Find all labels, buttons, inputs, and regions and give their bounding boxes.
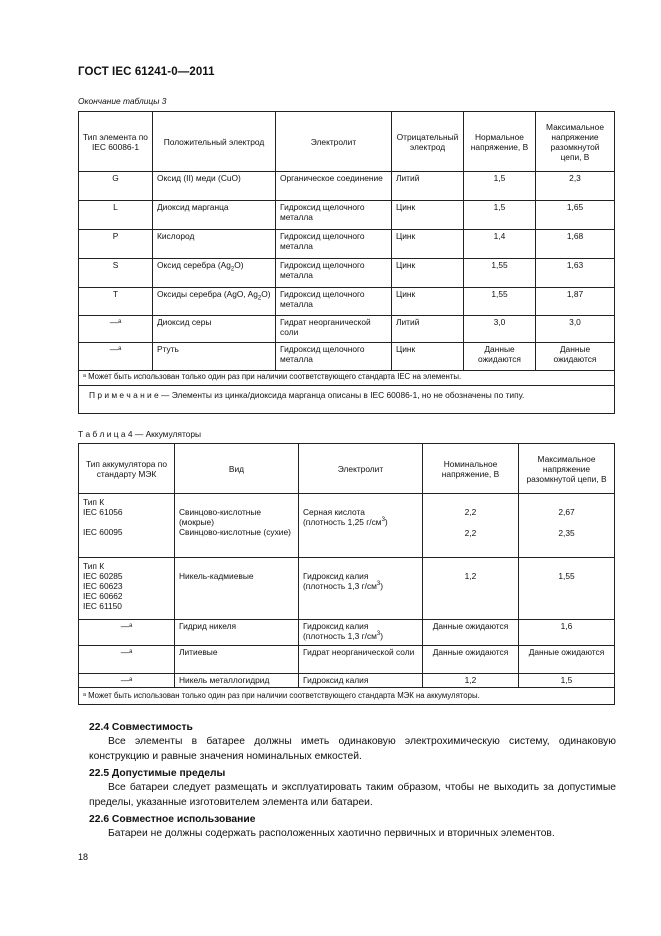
table3-header-positive: Положительный электрод <box>153 112 276 172</box>
cell-type: T <box>79 288 153 316</box>
page-number: 18 <box>78 852 89 862</box>
superscript: 3 <box>376 581 381 588</box>
cell-max <box>519 494 615 558</box>
cell-negative: Литий <box>392 172 464 201</box>
section-heading: 22.5 Допустимые пределы <box>89 768 226 779</box>
subscript: 2 <box>230 266 235 273</box>
cell-kind: Литиевые <box>175 646 299 674</box>
table4-footnote: ᵃ Может быть использован только один раз при наличии соответствующего стандарта МЭК на аккумуляторы. <box>79 688 615 705</box>
table4-header-electrolyte: Электролит <box>299 444 423 494</box>
cell-type: G <box>79 172 153 201</box>
cell-negative: Литий <box>392 316 464 343</box>
spacer <box>523 517 610 528</box>
cell-type: —ᵃ <box>79 316 153 343</box>
nominal-b: 2,2 <box>464 528 477 538</box>
cell-kind: Никель металлогидрид <box>175 674 299 688</box>
cell-max: Данные ожидаются <box>519 646 615 674</box>
cell-electrolyte: Гидрат неорганической соли <box>276 316 392 343</box>
cell-nominal: 1,4 <box>464 230 536 259</box>
cell-max: 3,0 <box>536 316 615 343</box>
cell-nominal: 1,55 <box>464 259 536 288</box>
section-limits <box>89 767 616 810</box>
cell-electrolyte: Гидроксид щелочного металла <box>276 259 392 288</box>
section-compatibility <box>89 721 616 764</box>
kind-b: Свинцово-кислотные (сухие) <box>179 527 291 537</box>
cell-nominal: Данные ожидаются <box>423 620 519 646</box>
cell-max: 1,5 <box>519 674 615 688</box>
table4-header-kind: Вид <box>175 444 299 494</box>
type-line: IEC 61150 <box>83 601 122 611</box>
cell-type: —ᵃ <box>79 620 175 646</box>
superscript: 3 <box>376 631 381 638</box>
document-header: ГОСТ IEC 61241-0—2011 <box>78 66 215 78</box>
type-line: IEC 60623 <box>83 581 123 591</box>
type-line: IEC 60285 <box>83 571 123 581</box>
cell-nominal: 1,55 <box>464 288 536 316</box>
electrolyte-a: Гидроксид калия <box>303 571 369 581</box>
table4-footnote-row <box>79 688 615 705</box>
cell-nominal: 1,2 <box>423 558 519 620</box>
spacer <box>427 517 514 528</box>
text-part: ) <box>380 631 384 641</box>
cell-kind: Гидрид никеля <box>175 620 299 646</box>
cell-electrolyte: Гидроксид калия <box>299 674 423 688</box>
type-line: Тип К <box>83 561 105 571</box>
table-row <box>79 316 615 343</box>
section-joint-use <box>89 813 616 842</box>
table3-header-nominal: Нормальное напряжение, В <box>464 112 536 172</box>
cell-positive: Диоксид серы <box>153 316 276 343</box>
cell-electrolyte: Гидроксид щелочного металла <box>276 343 392 371</box>
cell-positive: Диоксид марганца <box>153 201 276 230</box>
max-a: 2,67 <box>558 507 575 517</box>
table3-header-type: Тип элемента по IEC 60086-1 <box>79 112 153 172</box>
cell-max: 1,63 <box>536 259 615 288</box>
cell-nominal <box>423 494 519 558</box>
text-part: ) <box>380 581 384 591</box>
cell-positive <box>153 288 276 316</box>
table-row <box>79 230 615 259</box>
table3-footnote: ᵃ Может быть использован только один раз при наличии соответствующего стандарта IEC на элементы. <box>79 371 615 386</box>
electrolyte-a: Гидроксид калия <box>303 621 369 631</box>
table-row <box>79 646 615 674</box>
cell-nominal: 1,5 <box>464 201 536 230</box>
table-row <box>79 259 615 288</box>
cell-positive: Кислород <box>153 230 276 259</box>
type-line: IEC 60662 <box>83 591 123 601</box>
table3-footnote-row <box>79 371 615 386</box>
text-part: (плотность 1,3 г/см <box>303 581 377 591</box>
cell-electrolyte: Гидроксид щелочного металла <box>276 201 392 230</box>
text-part: ) <box>384 517 388 527</box>
table3-header-electrolyte: Электролит <box>276 112 392 172</box>
text-part: Оксиды серебра (AgO, Ag <box>157 289 258 299</box>
section-text: Все батареи следует размещать и эксплуатировать таким образом, чтобы не выходить за допустимые пределы, указанные изготовителем элемента или батареи. <box>89 782 616 808</box>
table3-note-row <box>79 386 615 414</box>
table-row <box>79 201 615 230</box>
cell-positive: Оксид (II) меди (CuO) <box>153 172 276 201</box>
cell-positive: Ртуть <box>153 343 276 371</box>
text-part: Оксид серебра (Ag <box>157 260 231 270</box>
cell-nominal: Данные ожидаются <box>464 343 536 371</box>
cell-electrolyte: Гидроксид щелочного металла <box>276 288 392 316</box>
table4-header-max: Максимальное напряжение разомкнутой цепи, В <box>519 444 615 494</box>
cell-kind: Никель-кадмиевые <box>175 558 299 620</box>
cell-negative: Цинк <box>392 201 464 230</box>
table3-header-max: Максимальное напряжение разомкнутой цепи, В <box>536 112 615 172</box>
electrolyte-b <box>303 517 418 527</box>
section-heading: 22.4 Совместимость <box>89 722 193 733</box>
cell-nominal: Данные ожидаются <box>423 646 519 674</box>
table3-caption: Окончание таблицы 3 <box>78 96 167 106</box>
cell-negative: Цинк <box>392 259 464 288</box>
text-part: (плотность 1,3 г/см <box>303 631 377 641</box>
cell-type: S <box>79 259 153 288</box>
electrolyte-b <box>303 631 418 641</box>
electrolyte-a: Серная кислота <box>303 507 365 517</box>
cell-max: 1,68 <box>536 230 615 259</box>
cell-negative: Цинк <box>392 343 464 371</box>
type-line: IEC 60095 <box>83 527 123 537</box>
text-part: O) <box>234 260 244 270</box>
cell-type <box>79 558 175 620</box>
cell-type <box>79 494 175 558</box>
kind-a: Свинцово-кислотные (мокрые) <box>179 507 262 527</box>
text-part: O) <box>261 289 271 299</box>
cell-kind <box>175 494 299 558</box>
cell-negative: Цинк <box>392 288 464 316</box>
table-row <box>79 343 615 371</box>
table4-header-nominal: Номинальное напряжение, В <box>423 444 519 494</box>
electrolyte-b <box>303 581 418 591</box>
cell-electrolyte <box>299 558 423 620</box>
cell-type: L <box>79 201 153 230</box>
table3 <box>78 111 615 414</box>
table-row <box>79 288 615 316</box>
max-b: 2,35 <box>558 528 575 538</box>
table3-header-negative: Отрицательный электрод <box>392 112 464 172</box>
cell-max: 1,55 <box>519 558 615 620</box>
cell-nominal: 1,2 <box>423 674 519 688</box>
cell-max: 2,3 <box>536 172 615 201</box>
table4 <box>78 443 615 705</box>
section-text: Все элементы в батарее должны иметь одинаковую электрохимическую систему, одинаковую конструкцию и равные значения номинальных емкостей. <box>89 736 616 762</box>
table-row <box>79 494 615 558</box>
subscript: 2 <box>257 295 262 302</box>
cell-electrolyte: Гидрат неорганической соли <box>299 646 423 674</box>
cell-electrolyte: Гидроксид щелочного металла <box>276 230 392 259</box>
cell-electrolyte: Органическое соединение <box>276 172 392 201</box>
section-heading: 22.6 Совместное использование <box>89 814 256 825</box>
table-row <box>79 620 615 646</box>
table3-note <box>79 386 615 414</box>
cell-max: 1,6 <box>519 620 615 646</box>
table3-header-row <box>79 112 615 172</box>
type-line: IEC 61056 <box>83 507 123 517</box>
type-line-spacer <box>83 517 170 527</box>
cell-nominal: 1,5 <box>464 172 536 201</box>
nominal-a: 2,2 <box>464 507 477 517</box>
table4-caption: Т а б л и ц а 4 — Аккумуляторы <box>78 429 202 439</box>
text-part: (плотность 1,25 г/см <box>303 517 382 527</box>
cell-negative: Цинк <box>392 230 464 259</box>
table-row <box>79 172 615 201</box>
cell-type: —ᵃ <box>79 343 153 371</box>
table4-header-row <box>79 444 615 494</box>
table4-header-type: Тип аккумулятора по стандарту МЭК <box>79 444 175 494</box>
table-row <box>79 558 615 620</box>
cell-electrolyte <box>299 494 423 558</box>
note-text: П р и м е ч а н и е — Элементы из цинка/диоксида марганца описаны в IEC 60086-1, но не обозначены по типу. <box>89 390 525 400</box>
cell-max: 1,87 <box>536 288 615 316</box>
section-text: Батареи не должны содержать расположенных хаотично первичных и вторичных элементов. <box>108 828 555 840</box>
cell-max: Данные ожидаются <box>536 343 615 371</box>
type-line: Тип К <box>83 497 105 507</box>
cell-nominal: 3,0 <box>464 316 536 343</box>
superscript: 3 <box>381 517 385 524</box>
cell-type: P <box>79 230 153 259</box>
table-row <box>79 674 615 688</box>
cell-type: —ᵃ <box>79 674 175 688</box>
cell-type: —ᵃ <box>79 646 175 674</box>
cell-positive <box>153 259 276 288</box>
cell-max: 1,65 <box>536 201 615 230</box>
cell-electrolyte <box>299 620 423 646</box>
